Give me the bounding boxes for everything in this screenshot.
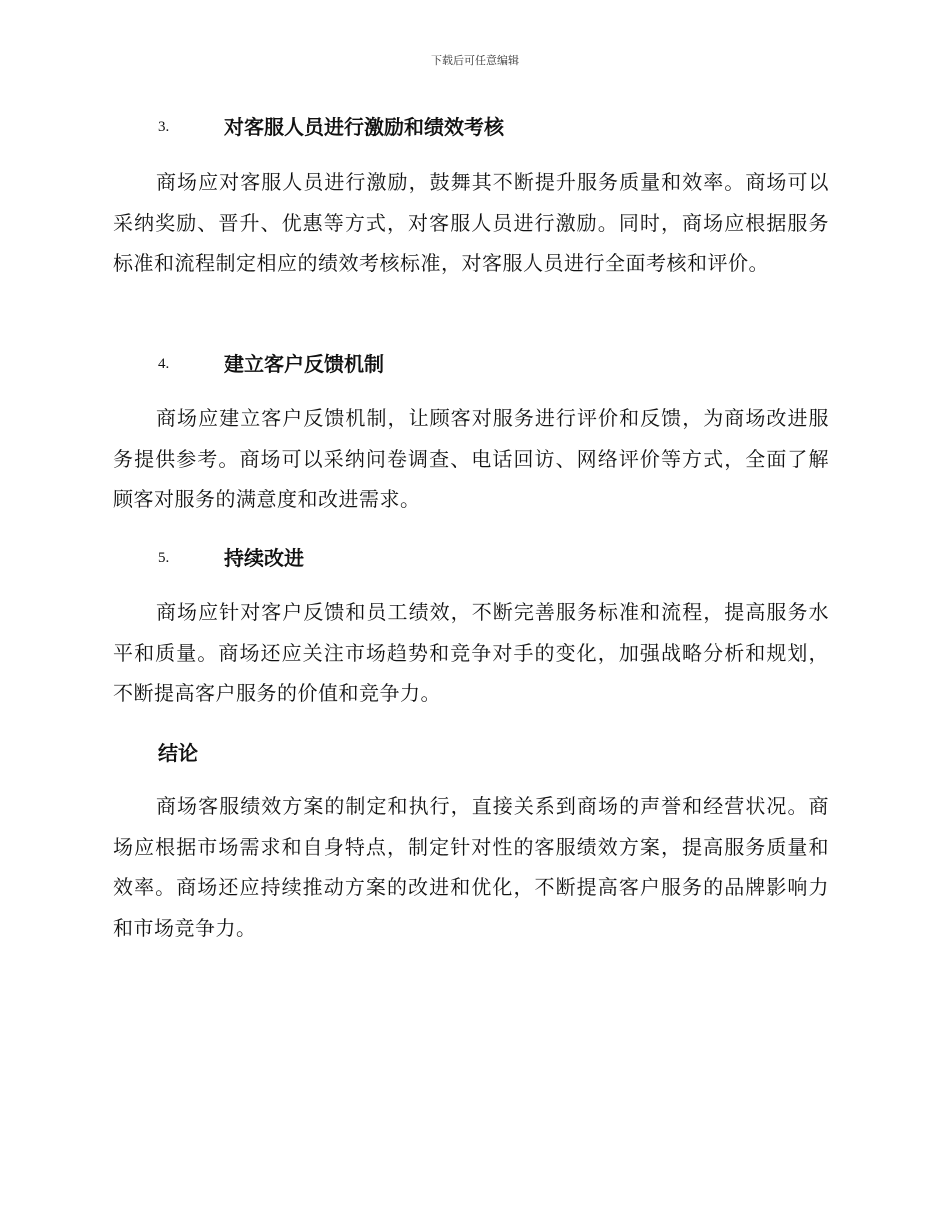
section-number: 5.: [158, 550, 170, 566]
section-title: 建立客户反馈机制: [224, 352, 384, 376]
conclusion-body: 商场客服绩效方案的制定和执行，直接关系到商场的声誉和经营状况。商场应根据市场需求和自身特点，制定针对性的客服绩效方案，提高服务质量和效率。商场还应持续推动方案的改进和优化，不断提高客户服务的品牌影响力和市场竞争力。: [113, 794, 829, 940]
header-note: 下载后可任意编辑: [431, 54, 519, 67]
conclusion-title: 结论: [158, 741, 198, 765]
section-body-4: 商场应建立客户反馈机制，让顾客对服务进行评价和反馈，为商场改进服务提供参考。商场可以采纳问卷调查、电话回访、网络评价等方式，全面了解顾客对服务的满意度和改进需求。: [113, 406, 829, 511]
section-title: 对客服人员进行激励和绩效考核: [224, 115, 504, 139]
section-number: 3.: [158, 119, 170, 135]
section-body-3: 商场应对客服人员进行激励，鼓舞其不断提升服务质量和效率。商场可以采纳奖励、晋升、优惠等方式，对客服人员进行激励。同时，商场应根据服务标准和流程制定相应的绩效考核标准，对客服人员进行全面考核和评价。: [113, 170, 829, 275]
section-title: 持续改进: [224, 546, 304, 570]
section-number: 4.: [158, 356, 170, 372]
section-body-5: 商场应针对客户反馈和员工绩效，不断完善服务标准和流程，提高服务水平和质量。商场还应关注市场趋势和竞争对手的变化，加强战略分析和规划，不断提高客户服务的价值和竞争力。: [113, 600, 829, 705]
